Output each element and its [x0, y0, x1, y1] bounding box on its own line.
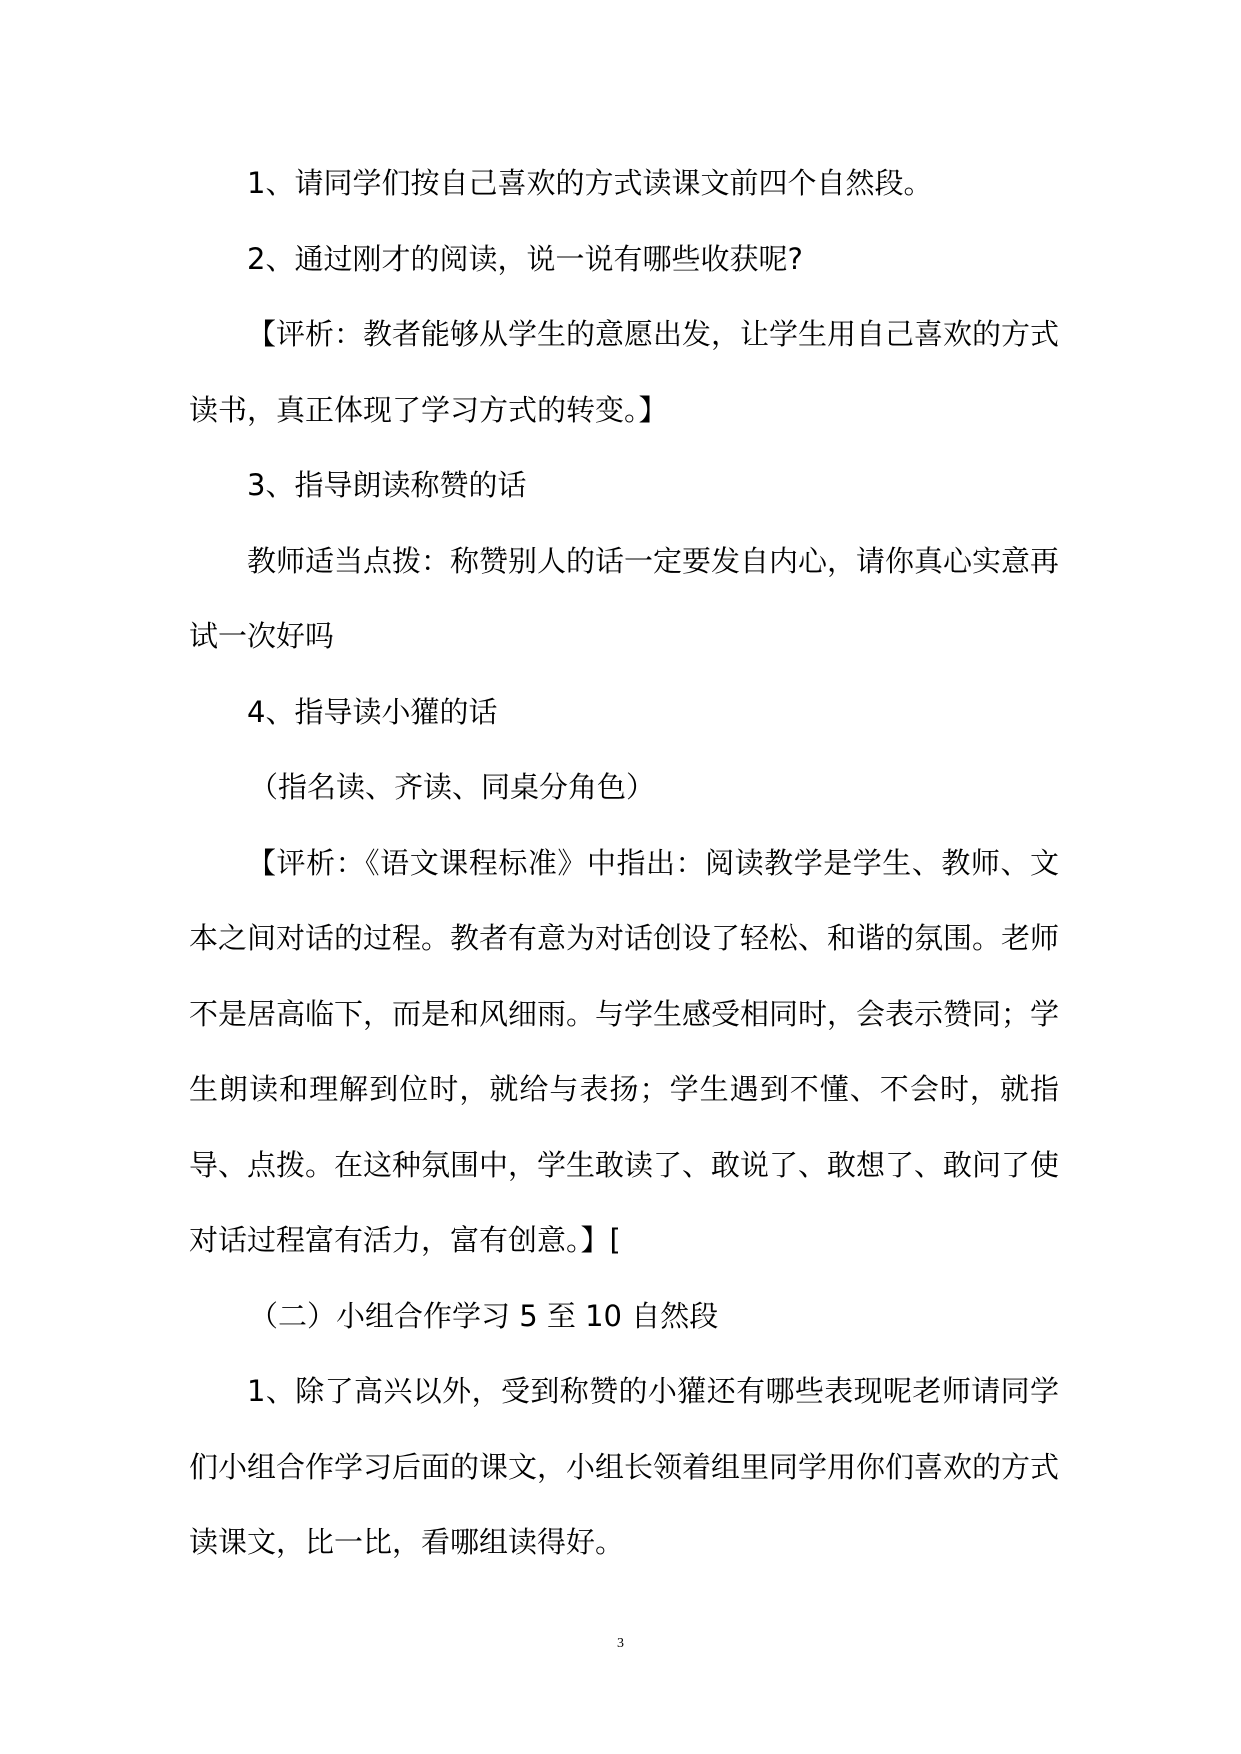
paragraph-section-2-heading: （二）小组合作学习 5 至 10 自然段	[249, 1298, 719, 1333]
paragraph-step-1: 1、请同学们按自己喜欢的方式读课文前四个自然段。	[247, 166, 933, 200]
paragraph-commentary-2: 【评析：《语文课程标准》中指出：阅读教学是学生、教师、文本之间对话的过程。教者有意为对话创设了轻松、和谐的氛围。老师不是居高临下，而是和风细雨。与学生感受相同时，会表示赞同；学生朗读和理解到位时，就给与表扬；学生遇到不懂、不会时，就指导、点拨。在这种氛围中，学生敢读了、敢说了、敢想了、敢问了使对话过程富有活力，富有创意。】[	[189, 845, 1060, 1257]
page-number: 3	[617, 1636, 624, 1651]
paragraph-step-4: 4、指导读小獾的话	[247, 694, 498, 729]
paragraph-step-2: 2、通过刚才的阅读，说一说有哪些收获呢?	[247, 241, 803, 276]
paragraph-step-3: 3、指导朗读称赞的话	[247, 468, 527, 502]
paragraph-reading-methods: （指名读、齐读、同桌分角色）	[249, 770, 656, 804]
paragraph-group-step-1: 1、除了高兴以外，受到称赞的小獾还有哪些表现呢老师请同学们小组合作学习后面的课文，小组长领着组里同学用你们喜欢的方式读课文，比一比，看哪组读得好。	[189, 1374, 1060, 1559]
paragraph-commentary-1: 【评析：教者能够从学生的意愿出发，让学生用自己喜欢的方式读书，真正体现了学习方式的转变。】	[189, 317, 1060, 427]
paragraph-teacher-guidance: 教师适当点拨：称赞别人的话一定要发自内心，请你真心实意再试一次好吗	[189, 543, 1060, 653]
document-body	[189, 146, 1059, 1581]
